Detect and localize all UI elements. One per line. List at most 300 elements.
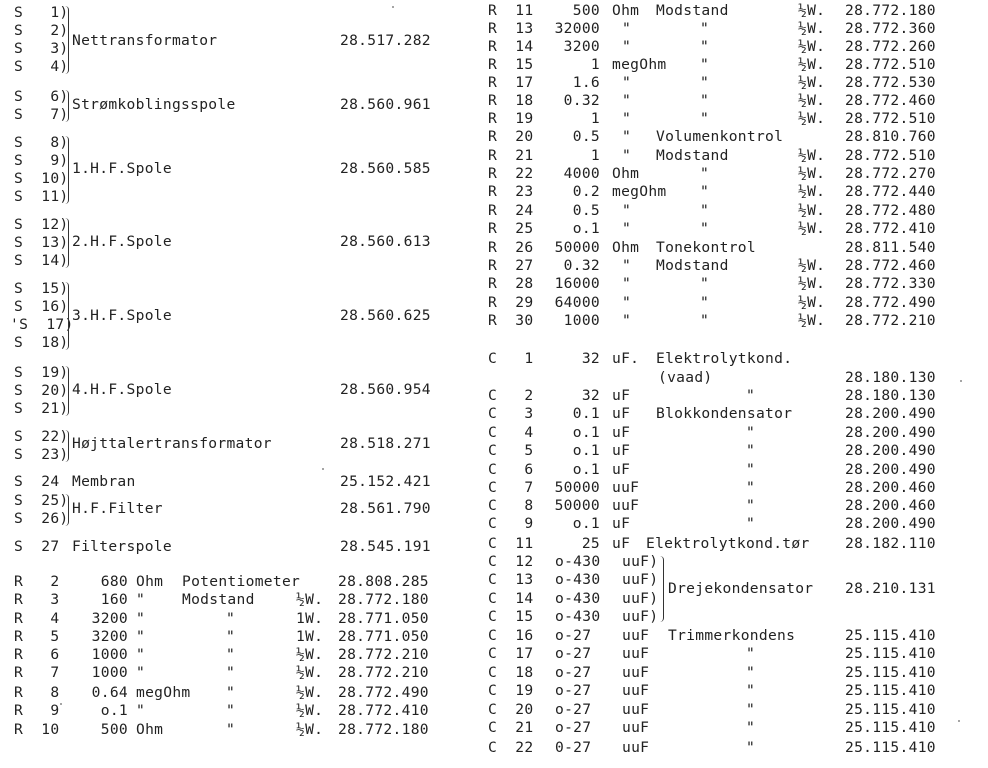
- capacitor-unit: uuF): [622, 608, 659, 625]
- resistor-ref: R 8: [14, 684, 60, 701]
- resistor-part-number: 28.771.050: [338, 610, 429, 627]
- resistor-ref: R 30: [488, 312, 534, 329]
- resistor-part-number: 28.772.210: [845, 312, 936, 329]
- capacitor-row: [0, 608, 988, 626]
- capacitor-description: ": [746, 719, 756, 736]
- resistor-ref: R 21: [488, 147, 534, 164]
- capacitor-part-number: 28.200.490: [845, 515, 936, 532]
- capacitor-ref: C 9: [488, 515, 534, 532]
- coil-ref: S 21): [14, 400, 69, 417]
- capacitor-value: o-430: [555, 553, 601, 570]
- capacitor-description: ": [746, 701, 756, 718]
- capacitor-ref: C 21: [488, 719, 534, 736]
- group-brace: [65, 282, 69, 350]
- capacitor-ref: C 20: [488, 701, 534, 718]
- resistor-ref: R 15: [488, 56, 534, 73]
- resistor-ref: R 22: [488, 165, 534, 182]
- resistor-ref: R 19: [488, 110, 534, 127]
- capacitor-value: o.1: [572, 424, 600, 441]
- resistor-description: ": [700, 56, 710, 73]
- capacitor-part-number: 28.200.490: [845, 461, 936, 478]
- coil-part-number: 28.560.961: [340, 96, 431, 113]
- capacitor-description: ": [746, 461, 756, 478]
- resistor-part-number: 28.772.180: [338, 591, 429, 608]
- resistor-row: [0, 2, 988, 20]
- resistor-unit: ": [622, 275, 632, 292]
- coil-ref: S 1): [14, 4, 69, 21]
- resistor-ref: R 10: [14, 721, 60, 738]
- capacitor-description: ": [746, 739, 756, 756]
- resistor-unit: ": [136, 646, 146, 663]
- resistor-value: 160: [100, 591, 128, 608]
- resistor-value: o.1: [572, 220, 600, 237]
- capacitor-part-number: 25.115.410: [845, 701, 936, 718]
- group-brace: [65, 430, 69, 462]
- capacitor-ref: C 1: [488, 350, 534, 367]
- capacitor-part-number: 28.182.110: [845, 535, 936, 552]
- resistor-description: ": [700, 183, 710, 200]
- resistor-description: ": [700, 312, 710, 329]
- capacitor-ref: C 17: [488, 645, 534, 662]
- resistor-description: ": [700, 294, 710, 311]
- resistor-row: [0, 92, 988, 110]
- capacitor-row: [0, 553, 988, 571]
- resistor-description: ": [226, 610, 236, 627]
- resistor-wattage: ½W.: [798, 257, 826, 274]
- resistor-value: 1000: [91, 646, 128, 663]
- capacitor-value: o.1: [572, 442, 600, 459]
- resistor-unit: Ohm: [612, 165, 640, 182]
- capacitor-ref: C 22: [488, 739, 534, 756]
- capacitor-row: [0, 535, 988, 553]
- resistor-row: [0, 239, 988, 257]
- coil-ref: S 13): [14, 234, 69, 251]
- coil-description: H.F.Filter: [72, 500, 163, 517]
- resistor-ref: R 29: [488, 294, 534, 311]
- resistor-ref: R 7: [14, 664, 60, 681]
- resistor-wattage: 1W.: [296, 628, 324, 645]
- resistor-description: Volumenkontrol: [656, 128, 784, 145]
- coil-description: Strømkoblingsspole: [72, 96, 236, 113]
- capacitor-description: ": [746, 442, 756, 459]
- capacitor-value: o-27: [555, 719, 592, 736]
- capacitor-row: [0, 701, 988, 719]
- coil-ref: S 11): [14, 188, 69, 205]
- resistor-row: [0, 257, 988, 275]
- resistor-part-number: 28.772.490: [845, 294, 936, 311]
- capacitor-unit: uF: [612, 424, 631, 441]
- resistor-value: 3200: [91, 610, 128, 627]
- coil-part-number: 28.545.191: [340, 538, 431, 555]
- group-brace: [660, 556, 664, 622]
- resistor-ref: R 18: [488, 92, 534, 109]
- capacitor-ref: C 4: [488, 424, 534, 441]
- capacitor-row: [0, 682, 988, 700]
- resistor-value: 1: [590, 56, 600, 73]
- resistor-ref: R 25: [488, 220, 534, 237]
- resistor-unit: ": [622, 92, 632, 109]
- capacitor-row: [0, 571, 988, 589]
- resistor-ref: R 27: [488, 257, 534, 274]
- coil-description: Filterspole: [72, 538, 172, 555]
- coil-ref: S 3): [14, 40, 69, 57]
- resistor-wattage: 1W.: [296, 610, 324, 627]
- resistor-ref: R 17: [488, 74, 534, 91]
- capacitor-ref: C 13: [488, 571, 534, 588]
- resistor-unit: ": [622, 74, 632, 91]
- group-brace: [65, 218, 69, 268]
- resistor-part-number: 28.772.360: [845, 20, 936, 37]
- resistor-value: 0.32: [563, 92, 600, 109]
- capacitor-value: o-27: [555, 627, 592, 644]
- coil-ref: S 4): [14, 58, 69, 75]
- resistor-value: 50000: [554, 239, 600, 256]
- coil-ref: S 8): [14, 134, 69, 151]
- resistor-value: 0.5: [572, 128, 600, 145]
- resistor-description: ": [700, 202, 710, 219]
- resistor-ref: R 24: [488, 202, 534, 219]
- coil-ref: S 7): [14, 106, 69, 123]
- resistor-description: ": [700, 92, 710, 109]
- capacitor-part-number: 28.200.490: [845, 424, 936, 441]
- resistor-unit: ": [622, 110, 632, 127]
- resistor-part-number: 28.772.410: [338, 702, 429, 719]
- capacitor-value: o-27: [555, 682, 592, 699]
- resistor-value: 500: [572, 2, 600, 19]
- capacitor-row: [0, 590, 988, 608]
- resistor-ref: R 14: [488, 38, 534, 55]
- coil-description: Højttalertransformator: [72, 435, 272, 452]
- resistor-part-number: 28.772.510: [845, 110, 936, 127]
- resistor-wattage: ½W.: [798, 92, 826, 109]
- capacitor-unit: uF.: [612, 350, 640, 367]
- capacitor-row: [0, 719, 988, 737]
- resistor-row: [0, 165, 988, 183]
- capacitor-ref: C 15: [488, 608, 534, 625]
- capacitor-unit: uuF: [622, 682, 650, 699]
- resistor-unit: ": [622, 38, 632, 55]
- resistor-description: Modstand: [656, 2, 729, 19]
- group-brace: [65, 90, 69, 122]
- coil-ref: S 6): [14, 88, 69, 105]
- resistor-value: 3200: [563, 38, 600, 55]
- capacitor-value: o-430: [555, 571, 601, 588]
- capacitor-part-number: 25.115.410: [845, 739, 936, 756]
- resistor-unit: Ohm: [136, 573, 164, 590]
- resistor-row: [0, 128, 988, 146]
- ink-speck: [958, 720, 960, 722]
- coil-part-number: 25.152.421: [340, 473, 431, 490]
- resistor-wattage: ½W.: [798, 74, 826, 91]
- resistor-unit: ": [622, 202, 632, 219]
- coil-ref: S 2): [14, 22, 69, 39]
- group-brace: [65, 494, 69, 526]
- capacitor-description: (vaad): [658, 369, 713, 386]
- resistor-value: 680: [100, 573, 128, 590]
- capacitor-row: [0, 387, 988, 405]
- capacitor-value: 25: [581, 535, 600, 552]
- capacitor-description: ": [746, 479, 756, 496]
- group-brace: [65, 136, 69, 204]
- capacitor-value: 0-27: [555, 739, 592, 756]
- capacitor-description: ": [746, 682, 756, 699]
- resistor-wattage: ½W.: [798, 183, 826, 200]
- capacitor-ref: C 16: [488, 627, 534, 644]
- coil-part-number: 28.560.954: [340, 381, 431, 398]
- capacitor-row: [0, 627, 988, 645]
- capacitor-description: ": [746, 515, 756, 532]
- resistor-unit: ": [136, 664, 146, 681]
- resistor-description: ": [226, 628, 236, 645]
- resistor-unit: ": [622, 312, 632, 329]
- resistor-part-number: 28.772.510: [845, 147, 936, 164]
- resistor-unit: megOhm: [136, 684, 191, 701]
- resistor-wattage: ½W.: [798, 2, 826, 19]
- resistor-description: ": [700, 110, 710, 127]
- resistor-row: [0, 183, 988, 201]
- capacitor-ref: C 11: [488, 535, 534, 552]
- capacitor-value: 32: [581, 350, 600, 367]
- coil-ref: S 24: [14, 473, 60, 490]
- capacitor-part-number: 28.210.131: [845, 580, 936, 597]
- coil-ref: S 12): [14, 216, 69, 233]
- capacitor-unit: uF: [612, 461, 631, 478]
- resistor-wattage: ½W.: [798, 312, 826, 329]
- resistor-unit: ": [136, 702, 146, 719]
- capacitor-unit: uuF): [622, 590, 659, 607]
- capacitor-value: o-430: [555, 590, 601, 607]
- resistor-value: 500: [100, 721, 128, 738]
- resistor-wattage: ½W.: [296, 721, 324, 738]
- capacitor-value: o-27: [555, 664, 592, 681]
- capacitor-part-number: 28.200.460: [845, 497, 936, 514]
- resistor-unit: Ohm: [612, 239, 640, 256]
- capacitor-value: o.1: [572, 461, 600, 478]
- coil-ref: S 19): [14, 364, 69, 381]
- resistor-value: 3200: [91, 628, 128, 645]
- resistor-row: [0, 294, 988, 312]
- resistor-value: 64000: [554, 294, 600, 311]
- resistor-part-number: 28.772.460: [845, 92, 936, 109]
- resistor-description: ": [700, 165, 710, 182]
- resistor-wattage: ½W.: [798, 147, 826, 164]
- resistor-part-number: 28.772.210: [338, 646, 429, 663]
- capacitor-unit: uuF): [622, 571, 659, 588]
- resistor-part-number: 28.772.180: [338, 721, 429, 738]
- capacitor-description: ": [746, 387, 756, 404]
- resistor-ref: R 28: [488, 275, 534, 292]
- capacitor-value: 0.1: [572, 405, 600, 422]
- resistor-unit: Ohm: [612, 2, 640, 19]
- coil-ref: S 16): [14, 298, 69, 315]
- resistor-description: Modstand: [656, 257, 729, 274]
- capacitor-unit: uF: [612, 405, 631, 422]
- capacitor-ref: C 18: [488, 664, 534, 681]
- resistor-row: [0, 74, 988, 92]
- coil-description: 4.H.F.Spole: [72, 381, 172, 398]
- resistor-description: ": [226, 646, 236, 663]
- resistor-unit: ": [136, 628, 146, 645]
- coil-ref: S 25): [14, 492, 69, 509]
- capacitor-value: 50000: [554, 497, 600, 514]
- coil-part-number: 28.560.625: [340, 307, 431, 324]
- capacitor-ref: C 5: [488, 442, 534, 459]
- capacitor-row: [0, 424, 988, 442]
- capacitor-part-number: 28.200.490: [845, 405, 936, 422]
- resistor-value: 0.2: [572, 183, 600, 200]
- capacitor-unit: uuF: [612, 497, 640, 514]
- coil-ref: S 9): [14, 152, 69, 169]
- capacitor-ref: C 7: [488, 479, 534, 496]
- capacitor-value: o.1: [572, 515, 600, 532]
- resistor-unit: ": [622, 20, 632, 37]
- resistor-value: 1: [590, 147, 600, 164]
- resistor-ref: R 3: [14, 591, 60, 608]
- resistor-description: ": [700, 20, 710, 37]
- resistor-unit: ": [136, 591, 146, 608]
- capacitor-ref: C 6: [488, 461, 534, 478]
- capacitor-description: ": [746, 664, 756, 681]
- capacitor-ref: C 14: [488, 590, 534, 607]
- capacitor-row: [0, 461, 988, 479]
- resistor-wattage: ½W.: [296, 664, 324, 681]
- resistor-wattage: ½W.: [798, 110, 826, 127]
- capacitor-unit: uuF: [622, 719, 650, 736]
- capacitor-row: [0, 515, 988, 533]
- capacitor-part-number: 25.115.410: [845, 664, 936, 681]
- capacitor-ref: C 12: [488, 553, 534, 570]
- resistor-part-number: 28.772.530: [845, 74, 936, 91]
- capacitor-description: Blokkondensator: [656, 405, 793, 422]
- resistor-value: 4000: [563, 165, 600, 182]
- resistor-value: 1: [590, 110, 600, 127]
- resistor-part-number: 28.772.410: [845, 220, 936, 237]
- resistor-unit: ": [622, 220, 632, 237]
- coil-ref: S 14): [14, 252, 69, 269]
- resistor-unit: ": [136, 610, 146, 627]
- capacitor-part-number: 28.200.460: [845, 479, 936, 496]
- resistor-wattage: ½W.: [798, 56, 826, 73]
- resistor-part-number: 28.772.440: [845, 183, 936, 200]
- capacitor-part-number: 28.200.490: [845, 442, 936, 459]
- capacitor-row: [0, 442, 988, 460]
- ink-speck: [60, 703, 62, 705]
- coil-ref: S 20): [14, 382, 69, 399]
- resistor-description: Tonekontrol: [656, 239, 756, 256]
- resistor-value: 0.64: [91, 684, 128, 701]
- resistor-row: [0, 56, 988, 74]
- resistor-row: [0, 202, 988, 220]
- resistor-value: 1000: [563, 312, 600, 329]
- resistor-wattage: ½W.: [798, 38, 826, 55]
- coil-part-number: 28.561.790: [340, 500, 431, 517]
- resistor-description: ": [226, 664, 236, 681]
- resistor-description: ": [226, 721, 236, 738]
- ink-speck: [322, 468, 324, 470]
- resistor-part-number: 28.772.510: [845, 56, 936, 73]
- coil-ref: S 26): [14, 510, 69, 527]
- resistor-row: [0, 275, 988, 293]
- capacitor-part-number: 25.115.410: [845, 682, 936, 699]
- group-brace: [65, 6, 69, 74]
- capacitor-row: [0, 645, 988, 663]
- resistor-unit: ": [622, 294, 632, 311]
- capacitor-part-number: 25.115.410: [845, 645, 936, 662]
- resistor-part-number: 28.771.050: [338, 628, 429, 645]
- resistor-part-number: 28.772.490: [338, 684, 429, 701]
- ink-speck: [392, 6, 394, 8]
- capacitor-ref: C 8: [488, 497, 534, 514]
- capacitor-unit: uuF): [622, 553, 659, 570]
- resistor-wattage: ½W.: [798, 165, 826, 182]
- resistor-ref: R 13: [488, 20, 534, 37]
- resistor-unit: ": [622, 147, 632, 164]
- resistor-description: Modstand: [656, 147, 729, 164]
- resistor-value: 16000: [554, 275, 600, 292]
- resistor-wattage: ½W.: [798, 294, 826, 311]
- coil-description: 3.H.F.Spole: [72, 307, 172, 324]
- resistor-unit: ": [622, 257, 632, 274]
- capacitor-row: [0, 664, 988, 682]
- capacitor-value: o-430: [555, 608, 601, 625]
- resistor-description: ": [700, 275, 710, 292]
- resistor-part-number: 28.808.285: [338, 573, 429, 590]
- capacitor-value: o-27: [555, 645, 592, 662]
- capacitor-value: o-27: [555, 701, 592, 718]
- resistor-description: ": [226, 684, 236, 701]
- capacitor-unit: uF: [612, 442, 631, 459]
- resistor-part-number: 28.772.260: [845, 38, 936, 55]
- capacitor-value: 50000: [554, 479, 600, 496]
- resistor-part-number: 28.772.330: [845, 275, 936, 292]
- capacitor-unit: uuF: [612, 479, 640, 496]
- capacitor-description: Elektrolytkond.tør: [646, 535, 810, 552]
- capacitor-unit: uuF: [622, 645, 650, 662]
- capacitor-unit: uF: [612, 515, 631, 532]
- resistor-description: ": [226, 702, 236, 719]
- coil-ref: S 15): [14, 280, 69, 297]
- resistor-row: [0, 38, 988, 56]
- resistor-value: o.1: [100, 702, 128, 719]
- resistor-wattage: ½W.: [798, 220, 826, 237]
- capacitor-unit: uF: [612, 387, 631, 404]
- coil-ref: S 23): [14, 446, 69, 463]
- coil-description: Membran: [72, 473, 136, 490]
- coil-description: 1.H.F.Spole: [72, 160, 172, 177]
- resistor-part-number: 28.810.760: [845, 128, 936, 145]
- resistor-wattage: ½W.: [798, 20, 826, 37]
- resistor-description: ": [700, 38, 710, 55]
- capacitor-unit: uuF: [622, 701, 650, 718]
- resistor-part-number: 28.772.210: [338, 664, 429, 681]
- capacitor-ref: C 19: [488, 682, 534, 699]
- resistor-wattage: ½W.: [296, 646, 324, 663]
- capacitor-value: 32: [581, 387, 600, 404]
- resistor-part-number: 28.772.480: [845, 202, 936, 219]
- resistor-unit: Ohm: [136, 721, 164, 738]
- coil-ref: S 10): [14, 170, 69, 187]
- resistor-ref: R 5: [14, 628, 60, 645]
- resistor-row: [0, 20, 988, 38]
- coil-ref: 'S 17): [10, 316, 74, 333]
- capacitor-description: Elektrolytkond.: [656, 350, 793, 367]
- resistor-row: [0, 312, 988, 330]
- resistor-wattage: ½W.: [296, 702, 324, 719]
- capacitor-description: ": [746, 424, 756, 441]
- resistor-ref: R 9: [14, 702, 60, 719]
- capacitor-part-number: 25.115.410: [845, 627, 936, 644]
- capacitor-unit: uuF: [622, 664, 650, 681]
